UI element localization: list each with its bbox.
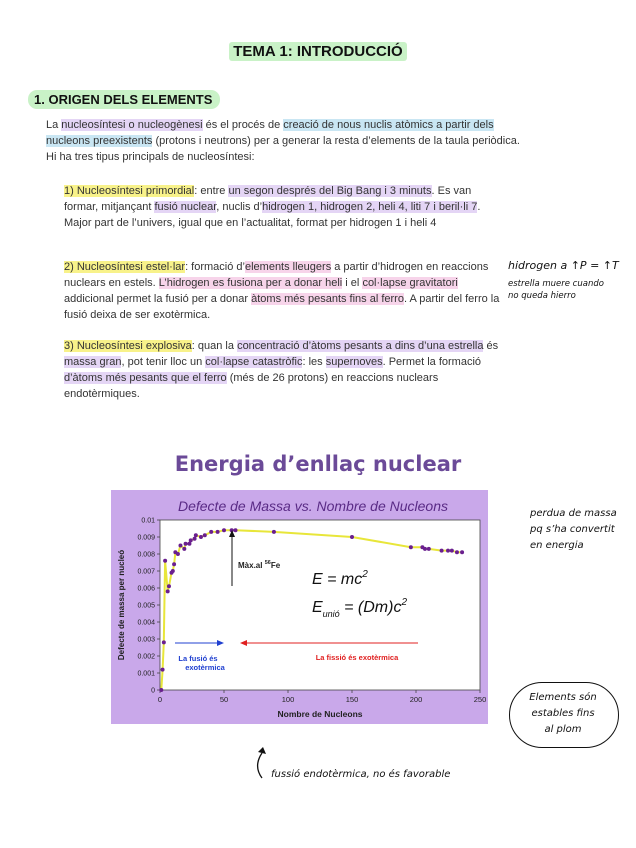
page-title: TEMA 1: INTRODUCCIÓ (0, 43, 636, 60)
note-hidrogen: hidrogen a ↑P = ↑T estrella muere cuando no queda hierro (508, 259, 619, 301)
y-tick-label: 0.003 (137, 636, 155, 644)
y-tick-label: 0.009 (137, 534, 155, 542)
data-point (199, 535, 203, 539)
item-explosiva: 3) Nucleosíntesi explosiva: quan la concentració d’àtoms pesants a dins d’una estrella és massa gran, pot tenir lloc un col·lapse catastròfic: les supernoves. Permet la formació d’àtoms més pesants que el ferro (més de 26 protons) en reaccions nuclears endotèrmiques. (64, 340, 499, 400)
fusion-label-2: exotèrmica (185, 663, 225, 672)
data-point (162, 640, 166, 644)
data-point (409, 545, 413, 549)
hand-drawn-arrow-head (258, 747, 266, 754)
x-tick-label: 50 (219, 695, 229, 704)
data-point (440, 549, 444, 553)
y-tick-label: 0.01 (141, 517, 155, 525)
fission-label: La fissió és exotèrmica (315, 653, 399, 662)
data-point (187, 542, 191, 546)
data-point (176, 552, 180, 556)
data-point (178, 544, 182, 548)
item-primordial: 1) Nucleosíntesi primordial: entre un segon després del Big Bang i 3 minuts. Es van formar, mitjançant fusió nuclear, nuclis d’hidrogen 1, hidrogen 2, heli 4, liti 7 i beril·li 7. Major part de l’univers, igual que en l’actualitat, format per hidrogen 1 i heli 4 (64, 185, 481, 229)
y-axis-label: Defecte de massa per nucleó (117, 549, 126, 661)
data-point (166, 589, 170, 593)
data-point (209, 530, 213, 534)
figure-title: Energia d’enllaç nuclear (174, 452, 462, 476)
note-fussio-endotermica: fussió endotèrmica, no és favorable (271, 769, 451, 780)
y-tick-label: 0.005 (137, 602, 155, 610)
data-point (163, 559, 167, 563)
data-point (222, 528, 226, 532)
data-point (161, 668, 165, 672)
data-point (350, 535, 354, 539)
hand-drawn-arrow (258, 753, 263, 778)
y-tick-label: 0.004 (137, 619, 155, 627)
y-tick-label: 0.001 (137, 670, 155, 678)
x-tick-label: 0 (157, 695, 163, 704)
x-tick-label: 100 (281, 695, 295, 704)
data-point (171, 569, 175, 573)
equation-eunio: $E_{unió} = (Dm)c^2$ (312, 597, 408, 619)
y-tick-label: 0.008 (137, 551, 155, 559)
data-point (216, 530, 220, 534)
x-axis-label: Nombre de Nucleons (277, 709, 363, 719)
x-tick-label: 150 (345, 695, 359, 704)
data-point (455, 550, 459, 554)
item-estellar: 2) Nucleosíntesi estel·lar: formació d’elements lleugers a partir d’hidrogen en reaccions nuclears en estels. L’hidrogen es fusiona per a donar heli i el col·lapse gravitatori addicional permet la fusió per a donar àtoms més pesants fins al ferro. A partir del ferro la fusió deixa de ser exotèrmica. (64, 261, 500, 321)
data-point (172, 562, 176, 566)
y-tick-label: 0 (151, 687, 155, 695)
section-heading: 1. ORIGEN DELS ELEMENTS (28, 90, 220, 109)
data-point (427, 547, 431, 551)
y-tick-label: 0.002 (137, 653, 155, 661)
data-point (446, 549, 450, 553)
data-point (167, 584, 171, 588)
data-point (234, 528, 238, 532)
data-point (272, 530, 276, 534)
data-point (194, 533, 198, 537)
x-tick-label: 250 (473, 695, 487, 704)
fusion-label-1: La fusió és (178, 654, 218, 663)
max-label: Màx.al $^{56}$Fe (238, 560, 281, 570)
data-point (450, 549, 454, 553)
y-tick-label: 0.006 (137, 585, 155, 593)
data-point (159, 688, 163, 692)
equation-emc2: $E = mc^2$ (312, 569, 368, 588)
chart-title: Defecte de Massa vs. Nombre de Nucleons (177, 498, 449, 514)
note-estables: Elements són estables fins al plom (529, 692, 597, 735)
data-point (203, 533, 207, 537)
data-point (182, 547, 186, 551)
y-tick-label: 0.007 (137, 568, 155, 576)
data-point (184, 542, 188, 546)
data-point (423, 547, 427, 551)
data-point (460, 550, 464, 554)
x-tick-label: 200 (409, 695, 423, 704)
data-point (189, 538, 193, 542)
data-point (193, 537, 197, 541)
note-perdua-massa: perdua de massa pq s’ha convertit en energia (530, 508, 617, 551)
intro-paragraph: La nucleosíntesi o nucleogènesi és el procés de creació de nous nuclis atòmics a partir dels nucleons preexistents (protons i neutrons) per a generar la resta d’elements de la taula periòdica. Hi ha tres tipus principals de nucleosíntesi: (46, 119, 520, 163)
